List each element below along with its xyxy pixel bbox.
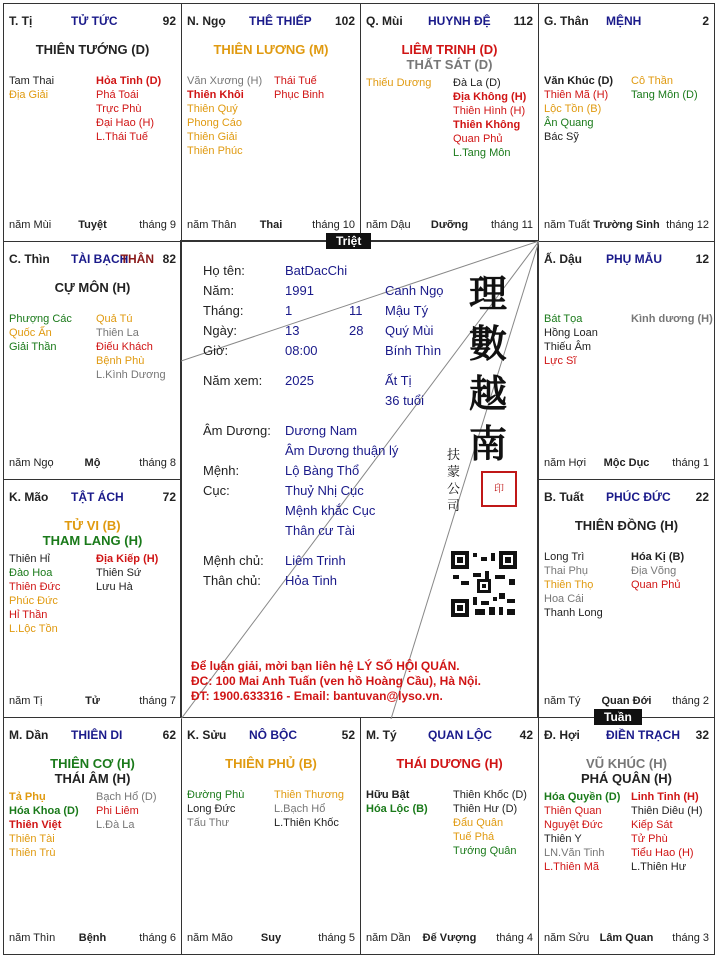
value-thang: 1 bbox=[285, 303, 293, 318]
red-seal-icon: 印 bbox=[481, 471, 517, 507]
palace-ngo[interactable] bbox=[181, 3, 361, 242]
minor-star: Thiếu Âm bbox=[544, 341, 592, 353]
value-than-cu: Thân cư Tài bbox=[285, 523, 355, 538]
palace-footer bbox=[187, 932, 355, 946]
footer-year: năm Ngọ bbox=[9, 457, 54, 469]
label-am-duong: Âm Dương: bbox=[203, 423, 271, 438]
minor-stars-right bbox=[631, 74, 698, 102]
palace-footer bbox=[366, 219, 533, 233]
minor-star: Bệnh Phù bbox=[96, 355, 145, 367]
palace-name: TỬ TỨC bbox=[71, 14, 118, 28]
minor-star: Thiên Hỉ bbox=[9, 553, 50, 565]
minor-stars-right bbox=[96, 552, 158, 594]
palace-hoi[interactable] bbox=[538, 717, 715, 955]
value-menh: Lộ Bàng Thổ bbox=[285, 463, 360, 478]
palace-header bbox=[366, 728, 533, 744]
palace-dau[interactable] bbox=[538, 241, 715, 480]
palace-position: Q. Mùi bbox=[366, 14, 403, 28]
minor-stars-left bbox=[187, 788, 244, 830]
palace-name: ĐIỀN TRẠCH bbox=[606, 728, 680, 742]
minor-star: Thiên Phúc bbox=[187, 145, 243, 157]
value-thang-am: 11 bbox=[349, 303, 363, 318]
minor-star: L.Bạch Hổ bbox=[274, 803, 326, 815]
minor-stars-right bbox=[274, 74, 324, 102]
minor-star: Thai Phụ bbox=[544, 565, 589, 577]
minor-star: Long Đức bbox=[187, 803, 236, 815]
minor-star: Thiên Diêu (H) bbox=[631, 805, 703, 817]
main-star: THIÊN LƯƠNG (M) bbox=[213, 42, 329, 57]
palace-footer bbox=[9, 695, 176, 709]
minor-star: L.Thiên Mã bbox=[544, 861, 600, 873]
footer-state: Mộ bbox=[84, 457, 101, 469]
footer-state: Quan Đới bbox=[601, 695, 652, 707]
palace-dan[interactable] bbox=[3, 717, 182, 955]
palace-name: PHÚC ĐỨC bbox=[606, 490, 671, 504]
minor-star: Thiên Y bbox=[544, 833, 582, 845]
palace-header bbox=[187, 14, 355, 30]
footer-month: tháng 11 bbox=[490, 219, 533, 231]
label-cuc: Cục: bbox=[203, 483, 230, 498]
palace-name: TÀI BẠCH bbox=[71, 252, 129, 266]
minor-star: L.Thái Tuế bbox=[96, 131, 148, 143]
minor-star: Văn Khúc (D) bbox=[544, 75, 614, 87]
minor-star: Tấu Thư bbox=[187, 817, 230, 829]
minor-star: Đường Phù bbox=[187, 789, 245, 801]
minor-star: Hỉ Thần bbox=[9, 609, 48, 621]
label-menh: Mệnh: bbox=[203, 463, 240, 478]
minor-star: Bác Sỹ bbox=[544, 131, 579, 143]
footer-year: năm Sửu bbox=[544, 932, 590, 944]
value-thang-can: Mậu Tý bbox=[385, 303, 429, 318]
minor-stars-right bbox=[631, 790, 703, 874]
minor-star: Tiểu Hao (H) bbox=[631, 847, 694, 859]
minor-stars-left bbox=[9, 312, 72, 354]
minor-star: Hoa Cái bbox=[544, 593, 584, 605]
qr-code-icon bbox=[449, 549, 519, 619]
minor-stars-left bbox=[9, 552, 60, 636]
palace-footer bbox=[187, 219, 355, 233]
palace-footer bbox=[9, 219, 176, 233]
contact-line-2: ĐC: 100 Mai Anh Tuấn (ven hồ Hoàng Cầu), Hà Nội. bbox=[191, 674, 482, 688]
value-cuc: Thuỷ Nhị Cục bbox=[285, 483, 364, 498]
minor-star: Cô Thần bbox=[631, 75, 673, 87]
palace-position: Đ. Hợi bbox=[544, 728, 580, 742]
minor-star: Phục Binh bbox=[274, 89, 325, 101]
footer-state: Đế Vượng bbox=[422, 932, 477, 944]
minor-star: Tuế Phá bbox=[453, 831, 495, 843]
minor-star: Thiên Giải bbox=[187, 131, 238, 143]
minor-star: Ân Quang bbox=[544, 117, 594, 129]
value-menh-khac-cuc: Mệnh khắc Cục bbox=[285, 503, 376, 518]
minor-star: Thiên Hình (H) bbox=[453, 105, 526, 117]
footer-state: Lâm Quan bbox=[599, 932, 654, 944]
palace-number: 32 bbox=[695, 728, 709, 742]
footer-year: năm Mùi bbox=[9, 219, 52, 231]
minor-star: Thiên La bbox=[96, 327, 139, 339]
footer-state: Trường Sinh bbox=[593, 219, 660, 231]
palace-header bbox=[544, 490, 709, 506]
palace-position: T. Tị bbox=[9, 14, 33, 28]
minor-star: Tử Phù bbox=[631, 833, 668, 845]
footer-state: Tử bbox=[85, 695, 100, 707]
palace-tuat[interactable] bbox=[538, 479, 715, 718]
minor-star: Thiên Việt bbox=[9, 819, 62, 831]
main-star: PHÁ QUÂN (H) bbox=[581, 771, 672, 786]
palace-position: B. Tuất bbox=[544, 490, 584, 504]
palace-number: 112 bbox=[513, 14, 533, 28]
minor-star: L.Thiên Khốc bbox=[274, 817, 339, 829]
minor-stars-left bbox=[544, 550, 603, 620]
minor-stars-left bbox=[544, 74, 613, 144]
main-star: THIÊN PHỦ (B) bbox=[225, 756, 317, 771]
value-nam-xem-can: Ất Tị bbox=[385, 373, 412, 388]
footer-state: Tuyệt bbox=[78, 219, 107, 231]
minor-star: Thiên Khốc (D) bbox=[453, 789, 527, 801]
tuan-badge: Tuần bbox=[594, 709, 642, 725]
palace-name: QUAN LỘC bbox=[428, 728, 492, 742]
footer-state: Bệnh bbox=[78, 932, 107, 944]
palace-position: N. Ngọ bbox=[187, 14, 226, 28]
minor-star: Tả Phụ bbox=[9, 791, 46, 803]
palace-ty[interactable] bbox=[360, 717, 539, 955]
value-ngay: 13 bbox=[285, 323, 300, 338]
palace-name: THÊ THIẾP bbox=[249, 14, 312, 28]
footer-year: năm Tý bbox=[544, 695, 581, 707]
main-star: THIÊN ĐỒNG (H) bbox=[574, 518, 679, 533]
palace-position: M. Tý bbox=[366, 728, 397, 742]
minor-stars-left bbox=[544, 790, 620, 874]
footer-month: tháng 8 bbox=[139, 457, 176, 469]
label-nam-xem: Năm xem: bbox=[203, 373, 263, 388]
value-nam: 1991 bbox=[285, 283, 314, 298]
minor-stars-right bbox=[96, 790, 157, 832]
minor-star: Tam Thai bbox=[9, 75, 55, 87]
minor-star: Điếu Khách bbox=[96, 341, 153, 353]
minor-star: Thiên Thọ bbox=[544, 579, 594, 591]
palace-position: K. Mão bbox=[9, 490, 49, 504]
label-menh-chu: Mệnh chủ: bbox=[203, 553, 264, 568]
minor-star: L.Kình Dương bbox=[96, 369, 166, 381]
palace-number: 82 bbox=[162, 252, 176, 266]
footer-state: Mộc Dục bbox=[603, 457, 650, 469]
minor-star: Hóa Kị (B) bbox=[631, 551, 685, 563]
center-info-panel bbox=[180, 240, 538, 718]
seal-small-text: 扶蒙公司 bbox=[447, 448, 461, 514]
palace-header bbox=[544, 252, 709, 268]
minor-stars-left bbox=[187, 74, 262, 158]
minor-star: Thiên Quý bbox=[187, 103, 238, 115]
palace-name: HUYNH ĐỆ bbox=[428, 14, 491, 28]
minor-star: Kiếp Sát bbox=[631, 819, 673, 831]
label-ho-ten: Họ tên: bbox=[203, 263, 245, 278]
minor-star: Bạch Hổ (D) bbox=[96, 791, 157, 803]
value-tuoi: 36 tuổi bbox=[385, 393, 425, 408]
minor-star: Thiên Quan bbox=[544, 805, 602, 817]
value-gio-can: Bính Thìn bbox=[385, 343, 442, 358]
minor-star: Đà La (D) bbox=[453, 77, 501, 89]
palace-suu[interactable] bbox=[181, 717, 361, 955]
minor-star: Lưu Hà bbox=[96, 581, 133, 593]
minor-star: Trực Phù bbox=[96, 103, 142, 115]
minor-star: Phượng Các bbox=[9, 313, 72, 325]
minor-star: Địa Võng bbox=[631, 565, 677, 577]
palace-number: 2 bbox=[702, 14, 709, 28]
minor-star: Quan Phủ bbox=[453, 133, 503, 145]
minor-star: Hồng Loan bbox=[544, 327, 598, 339]
minor-star: Quốc Ấn bbox=[9, 327, 52, 339]
palace-position: G. Thân bbox=[544, 14, 589, 28]
palace-header bbox=[366, 14, 533, 30]
label-than-chu: Thân chủ: bbox=[203, 573, 261, 588]
minor-star: Thiên Trù bbox=[9, 847, 56, 859]
minor-star: Thiên Tài bbox=[9, 833, 55, 845]
palace-mao[interactable] bbox=[3, 479, 182, 718]
minor-star: Địa Không (H) bbox=[453, 91, 527, 103]
minor-star: Thiên Đức bbox=[9, 581, 61, 593]
minor-star: L.Tang Môn bbox=[453, 147, 511, 159]
minor-star: Thái Tuế bbox=[274, 75, 317, 87]
contact-line-1: Để luận giải, mời bạn liên hệ LÝ SỐ HỘI QUÁN. bbox=[191, 659, 460, 673]
main-star: THIÊN TƯỚNG (D) bbox=[35, 42, 150, 57]
palace-thin[interactable] bbox=[3, 241, 182, 480]
minor-star: L.Đà La bbox=[96, 819, 135, 831]
palace-header bbox=[9, 490, 176, 506]
palace-footer bbox=[9, 457, 176, 471]
footer-month: tháng 4 bbox=[496, 932, 533, 944]
minor-star: Hóa Khoa (D) bbox=[9, 805, 79, 817]
minor-star: Tướng Quân bbox=[453, 845, 517, 857]
minor-star: Phúc Đức bbox=[9, 595, 58, 607]
minor-star: Phá Toái bbox=[96, 89, 139, 101]
palace-footer bbox=[544, 932, 709, 946]
footer-month: tháng 6 bbox=[139, 932, 176, 944]
minor-star: Văn Xương (H) bbox=[187, 75, 263, 87]
palace-name: TẬT ÁCH bbox=[71, 490, 124, 504]
palace-header bbox=[9, 14, 176, 30]
minor-stars-right bbox=[453, 76, 526, 160]
main-star: THÁI DƯƠNG (H) bbox=[396, 756, 503, 771]
minor-star: Bát Tọa bbox=[544, 313, 583, 325]
palace-number: 22 bbox=[695, 490, 709, 504]
footer-year: năm Hợi bbox=[544, 457, 587, 469]
contact-line-3: ĐT: 1900.633316 - Email: bantuvan@lyso.vn. bbox=[191, 689, 443, 703]
minor-star: Thiên Hư (D) bbox=[453, 803, 518, 815]
minor-star: Địa Giải bbox=[9, 89, 49, 101]
palace-ti[interactable] bbox=[3, 3, 182, 242]
footer-state: Thai bbox=[259, 219, 283, 231]
minor-stars-right bbox=[274, 788, 344, 830]
minor-star: Lộc Tồn (B) bbox=[544, 103, 602, 115]
palace-footer bbox=[9, 932, 176, 946]
footer-month: tháng 5 bbox=[318, 932, 355, 944]
main-star: LIÊM TRINH (D) bbox=[401, 42, 498, 57]
minor-star: Long Trì bbox=[544, 551, 585, 563]
minor-star: L.Thiên Hư bbox=[631, 861, 687, 873]
main-star: THÁI ÂM (H) bbox=[54, 771, 131, 786]
palace-footer bbox=[544, 219, 709, 233]
minor-star: Nguyệt Đức bbox=[544, 819, 603, 831]
footer-year: năm Thìn bbox=[9, 932, 56, 944]
value-ngay-am: 28 bbox=[349, 323, 364, 338]
palace-position: M. Dần bbox=[9, 728, 49, 742]
main-star: VŨ KHÚC (H) bbox=[586, 756, 667, 771]
palace-position: C. Thìn bbox=[9, 252, 50, 266]
palace-number: 52 bbox=[341, 728, 355, 742]
minor-star: Thiên Mã (H) bbox=[544, 89, 609, 101]
palace-number: 102 bbox=[334, 14, 355, 28]
minor-star: Hỏa Tinh (D) bbox=[96, 75, 162, 87]
palace-footer bbox=[366, 932, 533, 946]
minor-star: Thiên Sứ bbox=[96, 567, 142, 579]
footer-state: Suy bbox=[260, 932, 282, 944]
minor-star: Đào Hoa bbox=[9, 567, 53, 579]
calligraphy-logo: 理數越南 bbox=[469, 271, 508, 466]
palace-name: MỆNH bbox=[606, 14, 642, 28]
minor-stars-right bbox=[96, 312, 166, 382]
triet-badge: Triệt bbox=[326, 233, 371, 249]
value-menh-chu: Liêm Trinh bbox=[285, 553, 346, 568]
palace-header bbox=[9, 252, 176, 268]
footer-month: tháng 9 bbox=[139, 219, 176, 231]
minor-star: Lực Sĩ bbox=[544, 355, 577, 367]
palace-footer bbox=[544, 695, 709, 709]
palace-number: 62 bbox=[162, 728, 176, 742]
footer-year: năm Thân bbox=[187, 219, 237, 231]
value-am-duong-ly: Âm Dương thuận lý bbox=[285, 443, 399, 458]
minor-star: Đại Hao (H) bbox=[96, 117, 155, 129]
value-ho-ten: BatDacChi bbox=[285, 263, 348, 278]
minor-star: LN.Văn Tinh bbox=[544, 847, 605, 859]
value-nam-xem: 2025 bbox=[285, 373, 314, 388]
palace-number: 42 bbox=[519, 728, 533, 742]
footer-month: tháng 3 bbox=[672, 932, 709, 944]
minor-stars-left bbox=[544, 312, 598, 368]
label-gio: Giờ: bbox=[203, 343, 229, 358]
minor-star: Thanh Long bbox=[544, 607, 603, 619]
minor-star: Thiên Không bbox=[453, 119, 521, 131]
palace-mui[interactable] bbox=[360, 3, 539, 242]
minor-star: Thiên Khôi bbox=[187, 89, 244, 101]
minor-star: Hữu Bật bbox=[366, 789, 410, 801]
footer-month: tháng 7 bbox=[139, 695, 176, 707]
value-gio: 08:00 bbox=[285, 343, 318, 358]
minor-star: Linh Tinh (H) bbox=[631, 791, 699, 803]
minor-star: Phi Liêm bbox=[96, 805, 139, 817]
minor-stars-left bbox=[366, 76, 431, 90]
minor-star: Quan Phủ bbox=[631, 579, 681, 591]
palace-header bbox=[187, 728, 355, 744]
palace-number: 72 bbox=[162, 490, 176, 504]
footer-year: năm Mão bbox=[187, 932, 233, 944]
main-star: THẤT SÁT (D) bbox=[406, 57, 493, 72]
palace-footer bbox=[544, 457, 709, 471]
main-star: THAM LANG (H) bbox=[42, 533, 143, 548]
palace-header bbox=[544, 14, 709, 30]
minor-star: L.Lộc Tồn bbox=[9, 623, 58, 635]
minor-star: Quả Tú bbox=[96, 313, 133, 325]
minor-stars-right bbox=[631, 550, 684, 592]
footer-year: năm Dậu bbox=[366, 219, 411, 231]
minor-star: Đẩu Quân bbox=[453, 817, 504, 829]
footer-month: tháng 2 bbox=[672, 695, 709, 707]
footer-year: năm Dần bbox=[366, 932, 411, 944]
palace-number: 92 bbox=[162, 14, 176, 28]
main-star: TỬ VI (B) bbox=[64, 518, 121, 533]
value-am-duong: Dương Nam bbox=[285, 423, 358, 438]
minor-stars-left bbox=[9, 74, 54, 102]
palace-name: NÔ BỘC bbox=[249, 728, 297, 742]
than-marker: THÂN bbox=[120, 252, 154, 266]
minor-star: Phong Cáo bbox=[187, 117, 243, 129]
palace-than[interactable] bbox=[538, 3, 715, 242]
minor-star: Giải Thần bbox=[9, 341, 57, 353]
palace-position: K. Sửu bbox=[187, 728, 227, 742]
minor-star: Thiếu Dương bbox=[366, 77, 432, 89]
main-star: CỰ MÔN (H) bbox=[54, 280, 131, 295]
footer-month: tháng 12 bbox=[666, 219, 709, 231]
minor-star: Hóa Lộc (B) bbox=[366, 803, 428, 815]
minor-star: Hóa Quyền (D) bbox=[544, 791, 621, 803]
minor-star: Kình dương (H) bbox=[631, 313, 713, 325]
palace-header bbox=[544, 728, 709, 744]
palace-name: THIÊN DI bbox=[71, 728, 123, 742]
minor-stars-right bbox=[631, 312, 713, 326]
footer-month: tháng 10 bbox=[312, 219, 355, 231]
footer-state: Dưỡng bbox=[430, 219, 469, 231]
minor-stars-right bbox=[96, 74, 161, 144]
label-thang: Tháng: bbox=[203, 303, 244, 318]
contact-info bbox=[191, 659, 481, 704]
palace-name: PHỤ MẪU bbox=[606, 252, 662, 266]
minor-stars-left bbox=[9, 790, 79, 860]
minor-star: Thiên Thương bbox=[274, 789, 345, 801]
palace-header bbox=[9, 728, 176, 744]
label-nam: Năm: bbox=[203, 283, 235, 298]
label-ngay: Ngày: bbox=[203, 323, 237, 338]
minor-star: Tang Môn (D) bbox=[631, 89, 698, 101]
minor-star: Địa Kiếp (H) bbox=[96, 553, 159, 565]
minor-stars-right bbox=[453, 788, 527, 858]
value-nam-can: Canh Ngọ bbox=[385, 283, 444, 298]
footer-year: năm Tuất bbox=[544, 219, 590, 231]
main-star: THIÊN CƠ (H) bbox=[50, 756, 135, 771]
palace-number: 12 bbox=[695, 252, 709, 266]
value-ngay-can: Quý Mùi bbox=[385, 323, 434, 338]
minor-stars-left bbox=[366, 788, 428, 816]
value-than-chu: Hỏa Tinh bbox=[285, 573, 338, 588]
footer-month: tháng 1 bbox=[672, 457, 709, 469]
palace-position: Ấ. Dậu bbox=[544, 252, 583, 266]
footer-year: năm Tị bbox=[9, 695, 43, 707]
